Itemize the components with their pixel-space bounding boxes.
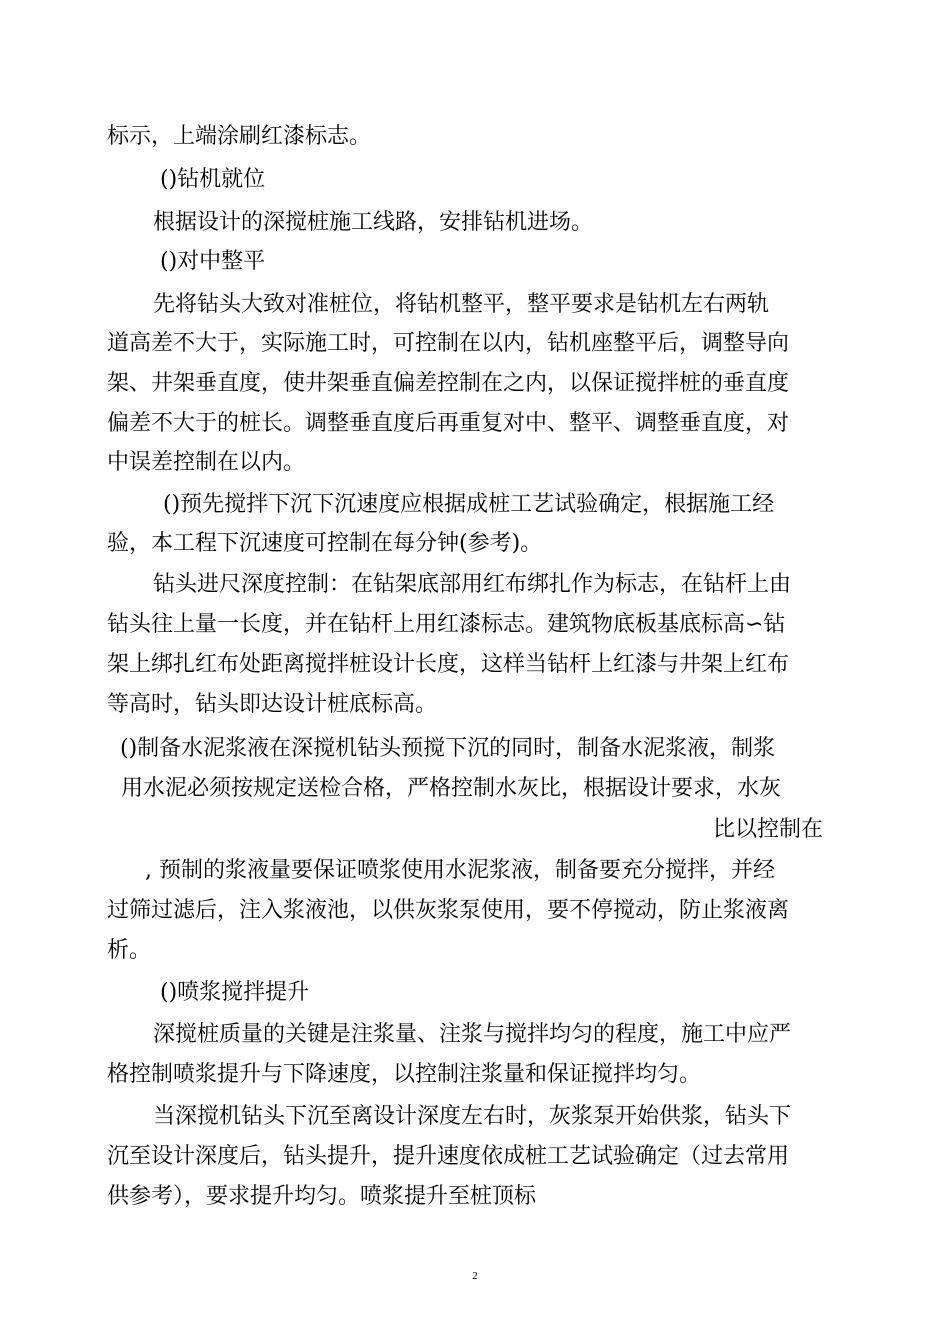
text-line: 当深搅机钻头下沉至离设计深度左右时，灰浆泵开始供浆，钻头下 — [153, 1104, 792, 1129]
text-line: 偏差不大于的桩长。调整垂直度后再重复对中、整平、调整垂直度，对 — [107, 411, 790, 436]
section-heading: ()钻机就位 — [160, 167, 266, 192]
text-line: 比以控制在 — [713, 817, 824, 842]
text-line: ()预先搅拌下沉下沉速度应根据成桩工艺试验确定，根据施工经 — [163, 492, 775, 517]
text-line: 析。 — [107, 938, 152, 963]
text-line: 根据设计的深搅桩施工线路，安排钻机进场。 — [153, 210, 594, 235]
text-line: 钻头进尺深度控制：在钻架底部用红布绑扎作为标志，在钻杆上由 — [153, 572, 792, 597]
text-line: 用水泥必须按规定送检合格，严格控制水灰比，根据设计要求，水灰 — [121, 776, 782, 801]
text-line: 中误差控制在以内。 — [107, 450, 306, 475]
text-line: 过筛过滤后，注入浆液池，以供灰浆泵使用，要不停搅动，防止浆液离 — [107, 898, 790, 923]
text-line: 验，本工程下沉速度可控制在每分钟(参考)。 — [107, 531, 543, 556]
text-line: 道高差不大于，实际施工时，可控制在以内，钻机座整平后，调整导向 — [107, 331, 790, 356]
text-line: 深搅桩质量的关键是注浆量、注浆与搅拌均匀的程度，施工中应严 — [153, 1022, 792, 1047]
text-line: 等高时，钻头即达设计桩底标高。 — [107, 692, 438, 717]
text-line: 先将钻头大致对准桩位，将钻机整平，整平要求是钻机左右两轨 — [153, 292, 770, 317]
section-heading: ()对中整平 — [160, 249, 266, 274]
text-line: 架、井架垂直度，使井架垂直偏差控制在之内，以保证搅拌桩的垂直度 — [107, 371, 790, 396]
text-line: 沉至设计深度后，钻头提升，提升速度依成桩工艺试验确定（过去常用 — [107, 1144, 790, 1169]
text-line: ()制备水泥浆液在深搅机钻头预搅下沉的同时，制备水泥浆液，制浆 — [120, 736, 776, 761]
text-line: 钻头往上量一长度，并在钻杆上用红漆标志。建筑物底板基底标高∽钻 — [107, 612, 786, 637]
text-line: 供参考），要求提升均匀。喷浆提升至桩顶标 — [107, 1184, 537, 1209]
page-number: 2 — [472, 1270, 478, 1282]
text-line: , 预制的浆液量要保证喷浆使用水泥浆液，制备要充分搅拌，并经 — [145, 858, 775, 883]
text-line: 架上绑扎红布处距离搅拌桩设计长度，这样当钻杆上红漆与井架上红布 — [107, 652, 790, 677]
text-line: 标示，上端涂刷红漆标志。 — [107, 124, 372, 149]
text-line: 格控制喷浆提升与下降速度，以控制注浆量和保证搅拌均匀。 — [107, 1062, 702, 1087]
section-heading: ()喷浆搅拌提升 — [160, 980, 310, 1005]
